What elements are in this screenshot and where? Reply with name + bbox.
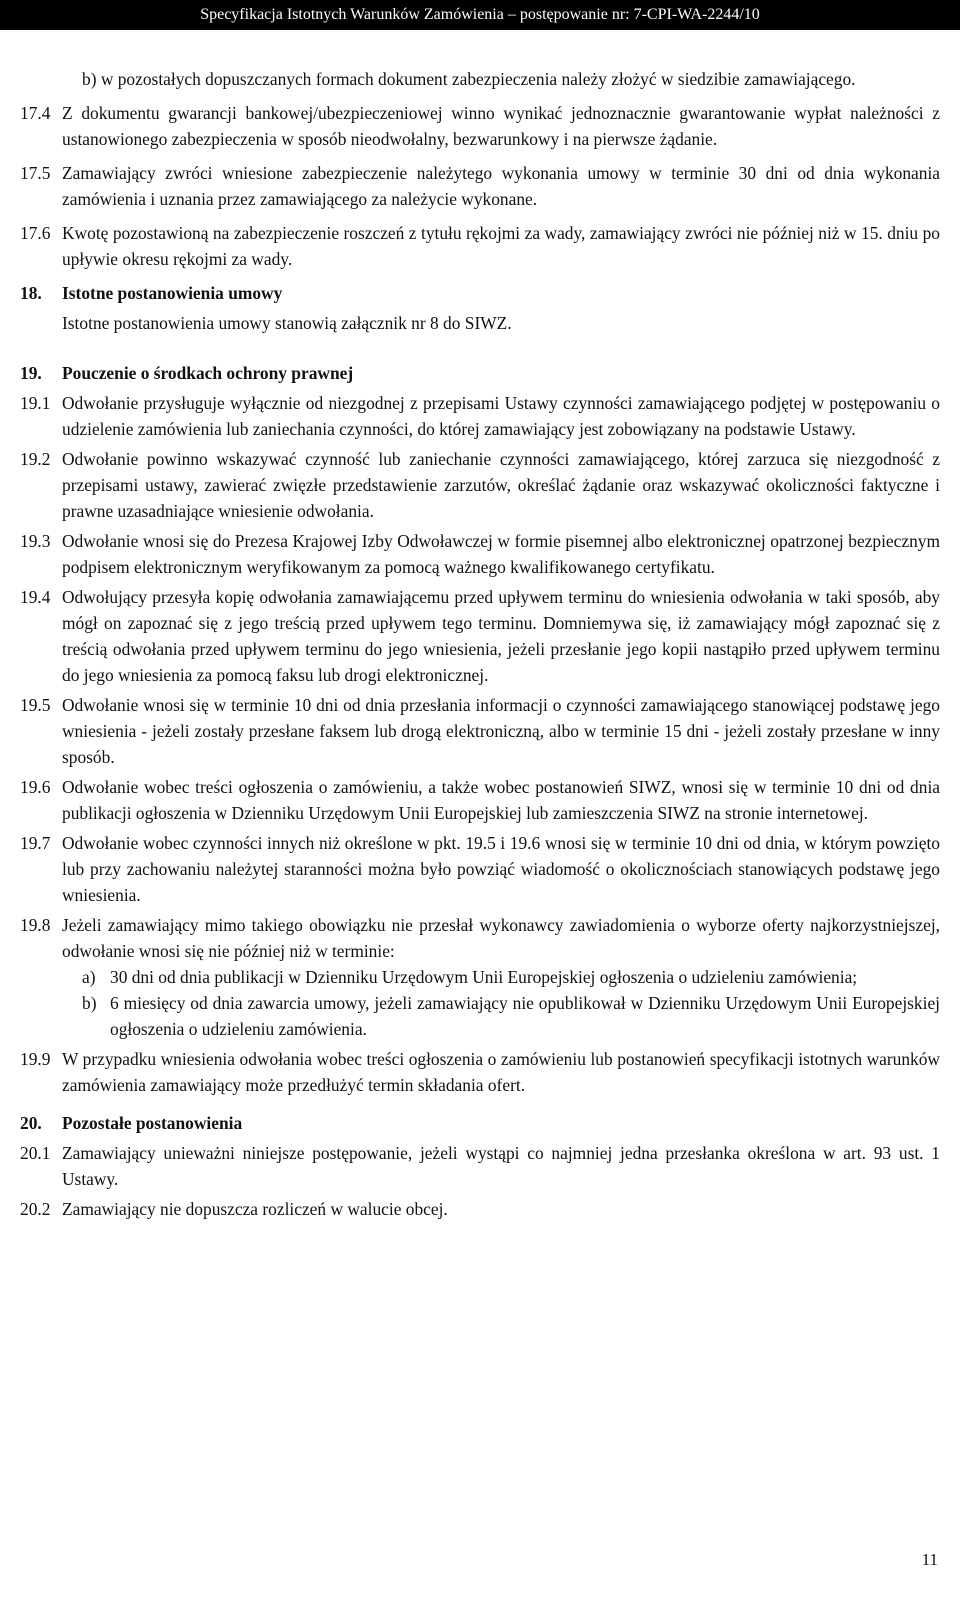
paragraph-19-9 bbox=[20, 1046, 940, 1098]
paragraph-number: 19.1 bbox=[20, 393, 51, 413]
paragraph-19-3 bbox=[20, 528, 940, 580]
paragraph-number: 20.1 bbox=[20, 1143, 51, 1163]
paragraph-text: Kwotę pozostawioną na zabezpieczenie roszczeń z tytułu rękojmi za wady, zamawiający zwróci nie później niż w 15. dniu po upływie okresu rękojmi za wady. bbox=[62, 223, 940, 269]
page-number: 11 bbox=[921, 1550, 938, 1569]
paragraph-17-5 bbox=[20, 160, 940, 212]
section-number: 19. bbox=[20, 363, 42, 383]
section-number: 18. bbox=[20, 283, 42, 303]
paragraph-number: 19.9 bbox=[20, 1049, 51, 1069]
paragraph-text: Jeżeli zamawiający mimo takiego obowiązku nie przesłał wykonawcy zawiadomienia o wyborze oferty najkorzystniejszej, odwołanie wnosi się nie później niż w terminie: bbox=[62, 915, 940, 961]
paragraph-number: 20.2 bbox=[20, 1199, 51, 1219]
paragraph-number: 19.8 bbox=[20, 915, 51, 935]
paragraph-text: Odwołanie przysługuje wyłącznie od niezgodnej z przepisami Ustawy czynności zamawiającego podjętej w postępowaniu o udzielenie zamówienia lub zaniechania czynności, do której zamawiający jest zobowiązany na podstawie Ustawy. bbox=[62, 393, 940, 439]
section-18-heading bbox=[20, 280, 940, 306]
page-header: Specyfikacja Istotnych Warunków Zamówienia – postępowanie nr: 7-CPI-WA-2244/10 bbox=[0, 0, 960, 30]
section-19-heading bbox=[20, 360, 940, 386]
paragraph-17-6 bbox=[20, 220, 940, 272]
document-body bbox=[20, 66, 940, 1230]
paragraph-19-7 bbox=[20, 830, 940, 908]
paragraph-19-1 bbox=[20, 390, 940, 442]
paragraph-number: 19.4 bbox=[20, 587, 51, 607]
paragraph-text: Odwołanie wobec treści ogłoszenia o zamówieniu, a także wobec postanowień SIWZ, wnosi się w terminie 10 dni od dnia publikacji ogłoszenia w Dzienniku Urzędowym Unii Europejskiej lub zamieszczenia SIWZ na stronie internetowej. bbox=[62, 777, 940, 823]
paragraph-19-4 bbox=[20, 584, 940, 688]
sub-item-label: b) bbox=[82, 993, 97, 1013]
paragraph-number: 19.2 bbox=[20, 449, 51, 469]
paragraph-number: 19.3 bbox=[20, 531, 51, 551]
paragraph-text: Odwołujący przesyła kopię odwołania zamawiającemu przed upływem terminu do wniesienia odwołania w taki sposób, aby mógł on zapoznać się z jego treścią przed upływem tego terminu. Domniemywa się, iż zamawiający mógł zapoznać się z treścią odwołania przed upływem terminu do jego wniesienia, jeżeli przesłanie jego kopii nastąpiło przed upływem terminu do jego wniesienia za pomocą faksu lub drogi elektronicznej. bbox=[62, 587, 940, 685]
paragraph-text: Zamawiający nie dopuszcza rozliczeń w walucie obcej. bbox=[62, 1199, 448, 1219]
sub-item-b bbox=[82, 990, 940, 1042]
section-title: Pouczenie o środkach ochrony prawnej bbox=[62, 363, 354, 383]
sub-item-a bbox=[82, 964, 940, 990]
section-18-text: Istotne postanowienia umowy stanowią załącznik nr 8 do SIWZ. bbox=[62, 313, 512, 333]
paragraph-text: Zamawiający zwróci wniesione zabezpieczenie należytego wykonania umowy w terminie 30 dni od dnia wykonania zamówienia i uznania przez zamawiającego za należycie wykonane. bbox=[62, 163, 940, 209]
sub-item-text: 30 dni od dnia publikacji w Dzienniku Urzędowym Unii Europejskiej ogłoszenia o udzieleniu zamówienia; bbox=[110, 967, 858, 987]
paragraph-text: b) w pozostałych dopuszczanych formach dokument zabezpieczenia należy złożyć w siedzibie zamawiającego. bbox=[82, 69, 856, 89]
paragraph-19-8 bbox=[20, 912, 940, 964]
paragraph-number: 19.5 bbox=[20, 695, 51, 715]
paragraph-text: Odwołanie wobec czynności innych niż określone w pkt. 19.5 i 19.6 wnosi się w terminie 10 dni od dnia, w którym powzięto lub przy zachowaniu należytej staranności można było powziąć wiadomość o okolicznościach stanowiących podstawę jego wniesienia. bbox=[62, 833, 940, 905]
paragraph-text: Odwołanie wnosi się do Prezesa Krajowej Izby Odwoławczej w formie pisemnej albo elektronicznej opatrzonej bezpiecznym podpisem elektronicznym weryfikowanym za pomocą ważnego kwalifikowanego certyfikatu. bbox=[62, 531, 940, 577]
section-title: Istotne postanowienia umowy bbox=[62, 283, 283, 303]
paragraph-number: 17.6 bbox=[20, 223, 51, 243]
sub-item-label: a) bbox=[82, 967, 96, 987]
paragraph-text: Odwołanie wnosi się w terminie 10 dni od dnia przesłania informacji o czynności zamawiającego stanowiącej podstawę jego wniesienia - jeżeli zostały przesłane faksem lub drogą elektroniczną, albo w terminie 15 dni - jeżeli zostały przesłane w inny sposób. bbox=[62, 695, 940, 767]
sub-item-text: 6 miesięcy od dnia zawarcia umowy, jeżeli zamawiający nie opublikował w Dzienniku Urzędowym Unii Europejskiej ogłoszenia o udzieleniu zamówienia. bbox=[110, 993, 940, 1039]
paragraph-20-2 bbox=[20, 1196, 940, 1222]
paragraph-20-1 bbox=[20, 1140, 940, 1192]
paragraph-17-4 bbox=[20, 100, 940, 152]
paragraph-19-5 bbox=[20, 692, 940, 770]
paragraph-b bbox=[82, 66, 940, 92]
paragraph-text: Z dokumentu gwarancji bankowej/ubezpieczeniowej winno wynikać jednoznacznie gwarantowanie wypłat należności z ustanowionego zabezpieczenia w sposób nieodwołalny, bezwarunkowy i na pierwsze żądanie. bbox=[62, 103, 940, 149]
paragraph-number: 19.7 bbox=[20, 833, 51, 853]
section-number: 20. bbox=[20, 1113, 42, 1133]
section-20-heading bbox=[20, 1110, 940, 1136]
paragraph-19-6 bbox=[20, 774, 940, 826]
section-title: Pozostałe postanowienia bbox=[62, 1113, 243, 1133]
paragraph-19-2 bbox=[20, 446, 940, 524]
paragraph-number: 19.6 bbox=[20, 777, 51, 797]
paragraph-number: 17.4 bbox=[20, 103, 51, 123]
paragraph-number: 17.5 bbox=[20, 163, 51, 183]
paragraph-text: W przypadku wniesienia odwołania wobec treści ogłoszenia o zamówieniu lub postanowień specyfikacji istotnych warunków zamówienia zamawiający może przedłużyć termin składania ofert. bbox=[62, 1049, 940, 1095]
paragraph-text: Zamawiający unieważni niniejsze postępowanie, jeżeli wystąpi co najmniej jedna przesłanka określona w art. 93 ust. 1 Ustawy. bbox=[62, 1143, 940, 1189]
paragraph-text: Odwołanie powinno wskazywać czynność lub zaniechanie czynności zamawiającego, której zarzuca się niezgodność z przepisami ustawy, zawierać zwięzłe przedstawienie zarzutów, określać żądanie oraz wskazywać okoliczności faktyczne i prawne uzasadniające wniesienie odwołania. bbox=[62, 449, 940, 521]
